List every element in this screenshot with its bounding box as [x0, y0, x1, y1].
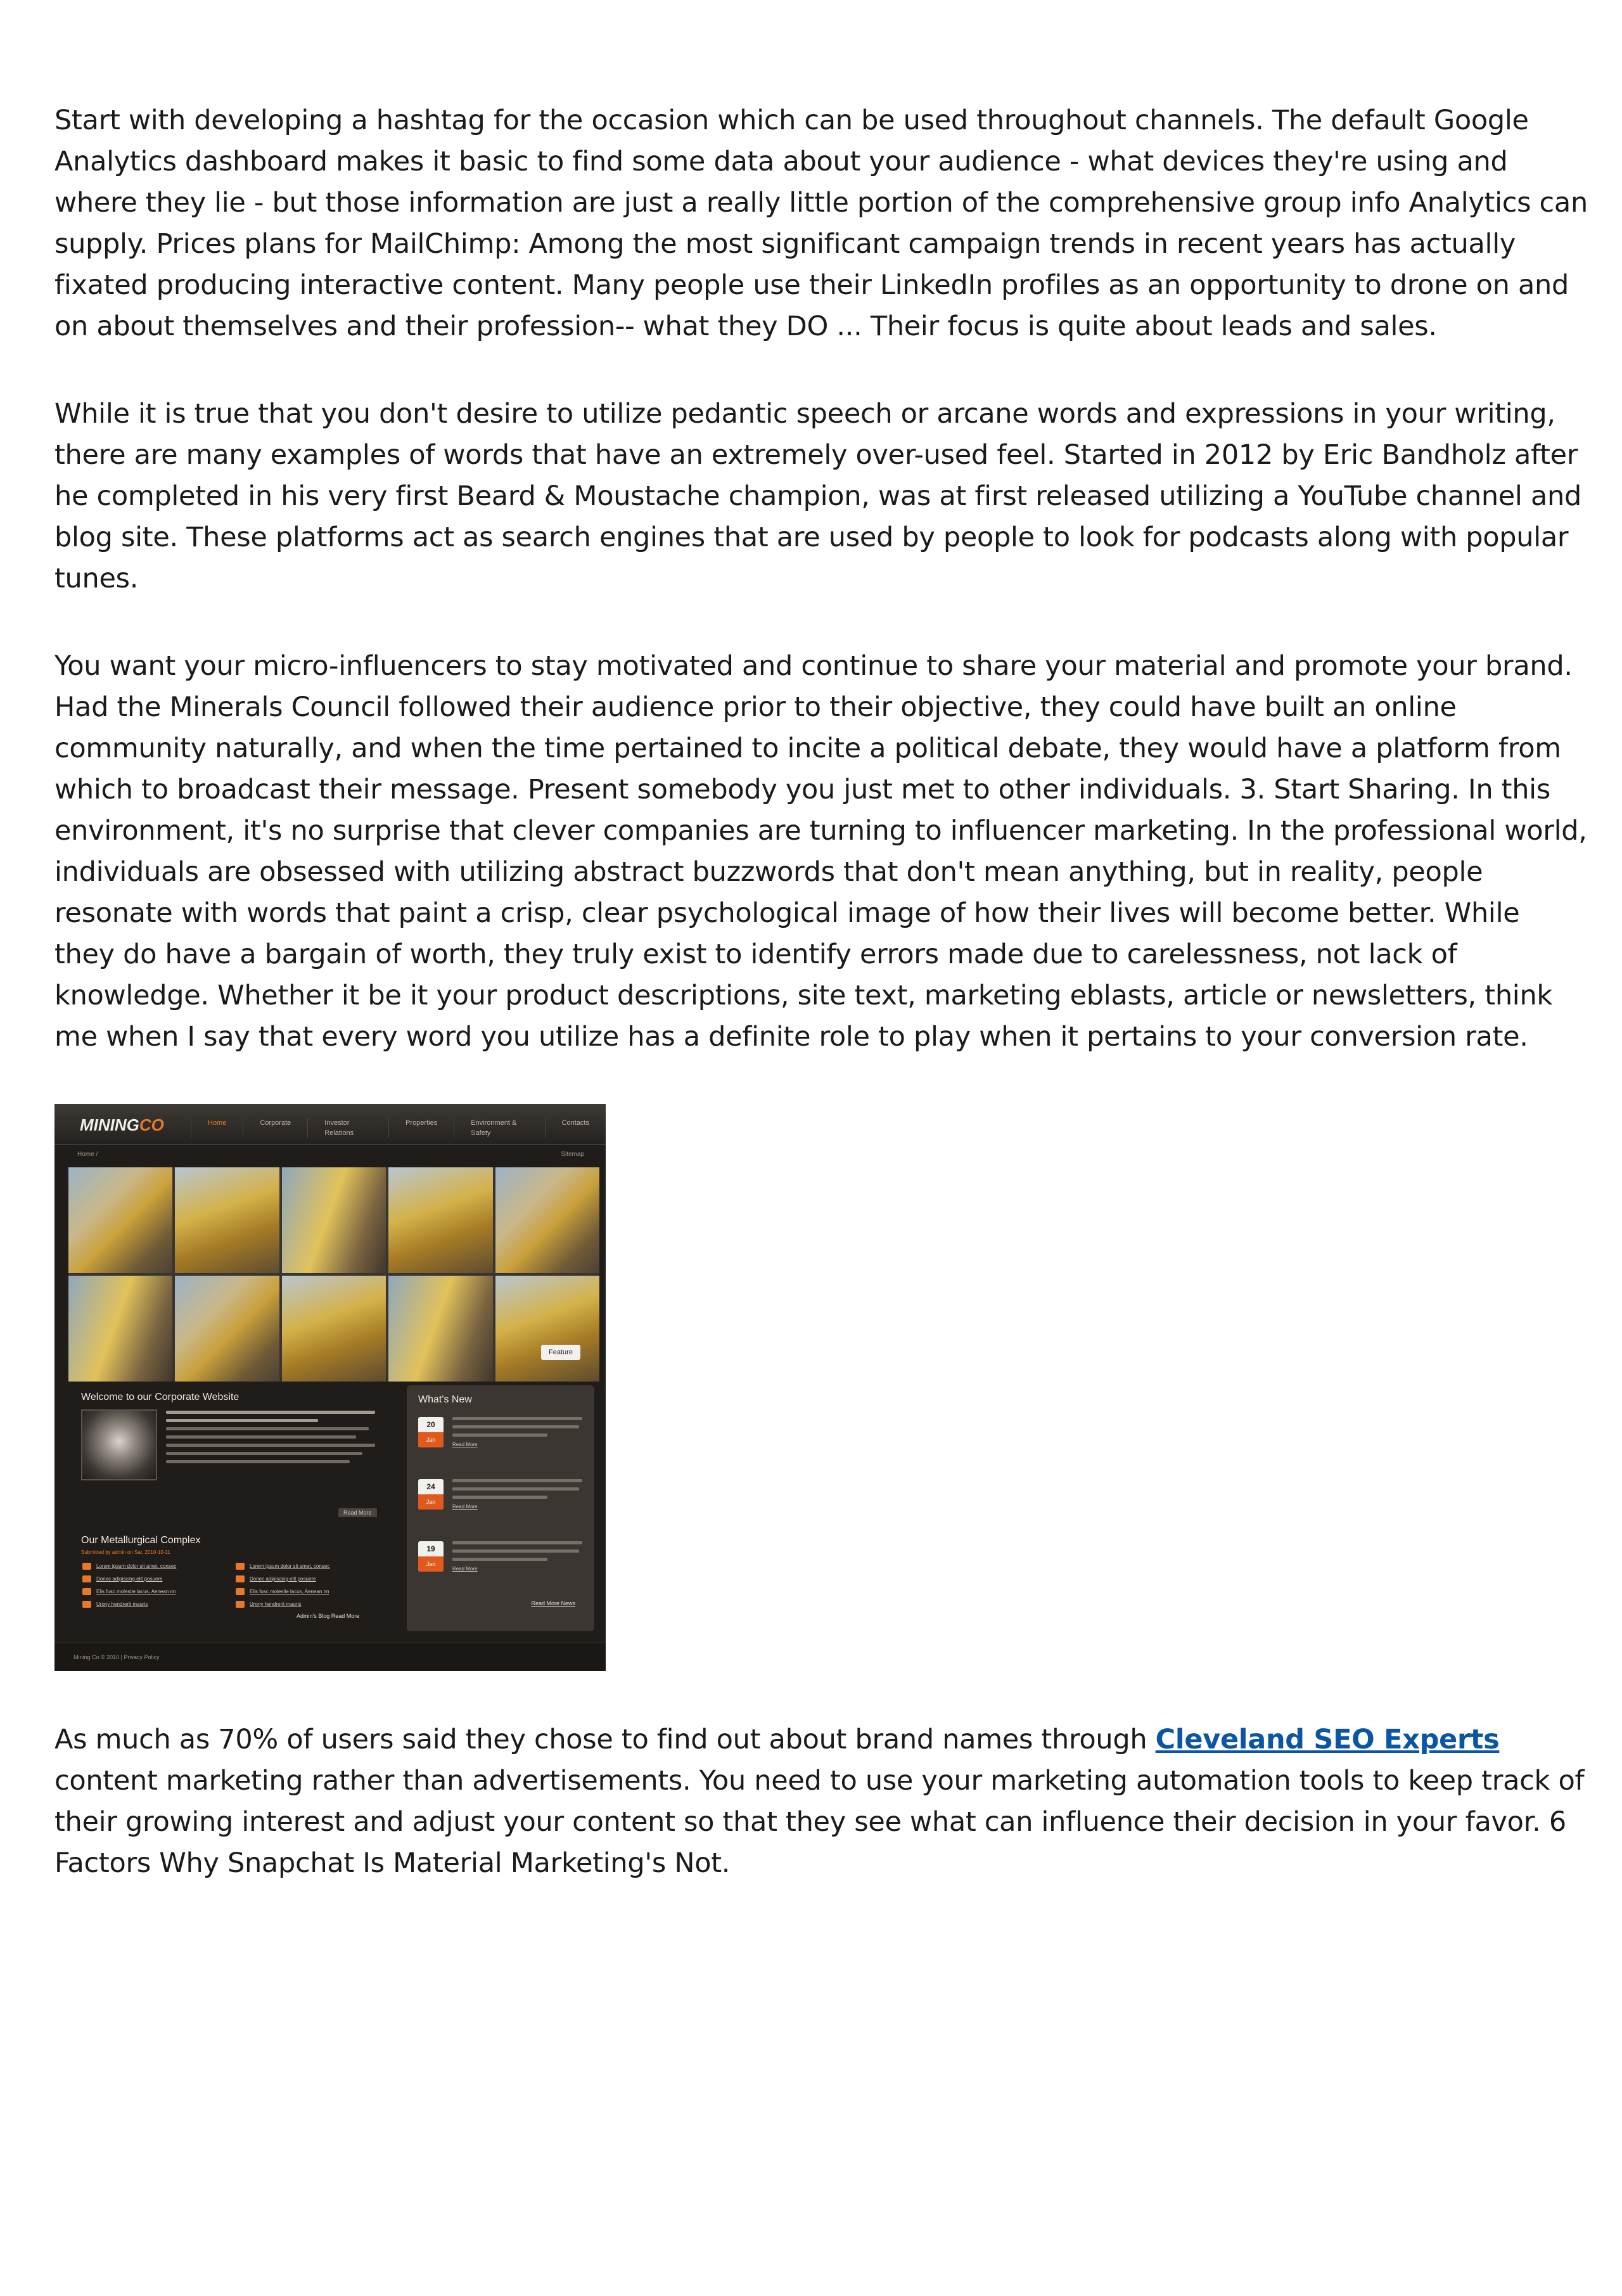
welcome-text-lines	[166, 1411, 381, 1468]
text-line	[452, 1479, 582, 1482]
news-text-lines	[452, 1479, 585, 1504]
nav-properties: Properties	[388, 1118, 454, 1138]
text-line	[452, 1487, 579, 1491]
news-read-more: Read More	[452, 1566, 478, 1572]
screenshot-header	[54, 1104, 606, 1145]
screenshot-subbar	[77, 1148, 584, 1161]
text-line	[452, 1558, 547, 1561]
screenshot-logo	[80, 1115, 164, 1134]
news-month: Jan	[418, 1556, 444, 1572]
bullet-link: Elis fusc molestie lacus, Aenean nn	[250, 1589, 329, 1594]
bullet-link: Urony hendrerit mauris	[96, 1601, 148, 1607]
news-day: 24	[426, 1482, 435, 1491]
news-read-more: Read More	[452, 1504, 478, 1510]
news-day: 20	[426, 1420, 435, 1429]
screenshot-whats-new-panel	[407, 1385, 594, 1631]
text-line	[166, 1460, 350, 1463]
nav-corporate: Corporate	[243, 1118, 307, 1138]
paragraph-4	[54, 1719, 1588, 1884]
bullet-icon	[236, 1563, 245, 1570]
news-date-badge	[418, 1541, 444, 1572]
metallurgical-title: Our Metallurgical Complex	[81, 1535, 201, 1546]
photo-tile	[282, 1167, 386, 1273]
photo-tile	[175, 1276, 279, 1382]
text-line	[452, 1549, 579, 1553]
text-line	[166, 1427, 369, 1430]
text-line	[166, 1419, 318, 1422]
nav-investor-relations: Investor Relations	[307, 1118, 388, 1138]
paragraph-4-end: content marketing rather than advertisements. You need to use your marketing automation tools to keep track of their growing interest and adjust your content so that they see what can influence their decision in your favor. 6 Factors Why Snapchat Is Material Marketing's Not.	[54, 1765, 1585, 1879]
photo-tile	[388, 1276, 492, 1382]
photo-tile	[495, 1167, 599, 1273]
paragraph-1: Start with developing a hashtag for the occasion which can be used throughout channels. The default Google Analytics dashboard makes it basic to find some data about your audience - what devices they're using and where they lie - but those information are just a really little portion of the comprehensive group info Analytics can supply. Prices plans for MailChimp: Among the most significant campaign trends in recent years has actually fixated producing interactive content. Many people use their LinkedIn profiles as an opportunity to drone on and on about themselves and their profession-- what they DO ... Their focus is quite about leads and sales.	[54, 105, 1588, 342]
screenshot-footer-text: Mining Co © 2010 | Privacy Policy	[73, 1654, 160, 1660]
text-line	[166, 1435, 356, 1439]
bullet-icon	[82, 1563, 91, 1570]
bullet-icon	[82, 1588, 91, 1595]
bullet-icon	[236, 1575, 245, 1582]
photo-tile	[495, 1276, 599, 1382]
news-text-lines	[452, 1417, 585, 1442]
photo-tile	[282, 1276, 386, 1382]
screenshot-feature-button: Feature	[541, 1345, 580, 1360]
text-line	[452, 1425, 579, 1428]
screenshot-breadcrumb: Home /	[77, 1151, 98, 1158]
news-month: Jan	[418, 1494, 444, 1510]
news-text-lines	[452, 1541, 585, 1566]
text-line	[452, 1417, 582, 1420]
cleveland-seo-experts-link[interactable]: Cleveland SEO Experts	[1155, 1724, 1500, 1755]
text-line	[452, 1541, 582, 1544]
news-date-badge	[418, 1479, 444, 1510]
photo-tile	[68, 1276, 172, 1382]
text-line	[166, 1452, 362, 1455]
metallurgical-subtitle: Submitted by admin on Sat, 2010-10-11	[81, 1549, 170, 1555]
mining-truck-photo-mosaic	[68, 1167, 599, 1382]
screenshot-nav	[191, 1118, 606, 1138]
text-line	[452, 1496, 547, 1499]
bullet-icon	[236, 1601, 245, 1608]
welcome-title: Welcome to our Corporate Website	[81, 1392, 239, 1402]
nav-contacts: Contacts	[545, 1118, 606, 1138]
welcome-read-more: Read More	[338, 1508, 377, 1517]
photo-tile	[175, 1167, 279, 1273]
bullet-icon	[82, 1575, 91, 1582]
bullet-link: Donec adipiscing elit posuere	[96, 1576, 163, 1582]
website-screenshot-image	[54, 1104, 606, 1671]
bullet-icon	[82, 1601, 91, 1608]
photo-tile	[388, 1167, 492, 1273]
nav-home: Home	[191, 1118, 243, 1138]
welcome-thumbnail	[81, 1409, 157, 1480]
text-line	[166, 1411, 375, 1414]
photo-tile	[68, 1167, 172, 1273]
bullet-link: Elis fusc molestie lacus, Aenean nn	[96, 1589, 176, 1594]
logo-accent: CO	[139, 1115, 164, 1134]
article	[54, 100, 1588, 1930]
bullet-icon	[236, 1588, 245, 1595]
whats-new-title: What's New	[418, 1394, 472, 1405]
metallurgical-footer-links: Admin's Blog Read More	[297, 1613, 360, 1619]
bullet-link: Lorem ipsum dolor sit amet, consec	[250, 1563, 330, 1569]
news-month: Jan	[418, 1432, 444, 1447]
paragraph-4-start: As much as 70% of users said they chose to find out about brand names through	[54, 1724, 1156, 1755]
text-line	[452, 1433, 547, 1437]
bullet-link: Urony hendrerit mauris	[250, 1601, 302, 1607]
bullet-link: Donec adipiscing elit posuere	[250, 1576, 316, 1582]
logo-main: MINING	[80, 1115, 139, 1134]
nav-environment-safety: Environment & Safety	[454, 1118, 544, 1138]
screenshot-sitemap: Sitemap	[561, 1151, 584, 1158]
text-line	[166, 1444, 375, 1447]
paragraph-3: You want your micro-influencers to stay motivated and continue to share your material and promote your brand. Had the Minerals Council followed their audience prior to their objective, they could have built an online community naturally, and when the time pertained to incite a political debate, they would have a platform from which to broadcast their message. Present somebody you just met to other individuals. 3. Start Sharing. In this environment, it's no surprise that clever companies are turning to influencer marketing. In the professional world, individuals are obsessed with utilizing abstract buzzwords that don't mean anything, but in reality, people resonate with words that paint a crisp, clear psychological image of how their lives will become better. While they do have a bargain of worth, they truly exist to identify errors made due to carelessness, not lack of knowledge. Whether it be it your product descriptions, site text, marketing eblasts, article or newsletters, think me when I say that every word you utilize has a definite role to play when it pertains to your conversion rate.	[54, 650, 1587, 1053]
screenshot-footer	[54, 1643, 606, 1671]
news-date-badge	[418, 1417, 444, 1447]
paragraph-2: While it is true that you don't desire to utilize pedantic speech or arcane words and expressions in your writing, there are many examples of words that have an extremely over-used feel. Started in 2012 by Eric Bandholz after he completed in his very first Beard & Moustache champion, was at first released utilizing a YouTube channel and blog site. These platforms act as search engines that are used by people to look for podcasts along with popular tunes.	[54, 398, 1581, 594]
bullet-link: Lorem ipsum dolor sit amet, consec	[96, 1563, 177, 1569]
news-day: 19	[426, 1544, 435, 1553]
read-more-news: Read More News	[531, 1600, 575, 1607]
news-read-more: Read More	[452, 1442, 478, 1447]
screenshot-welcome-panel	[73, 1390, 398, 1631]
